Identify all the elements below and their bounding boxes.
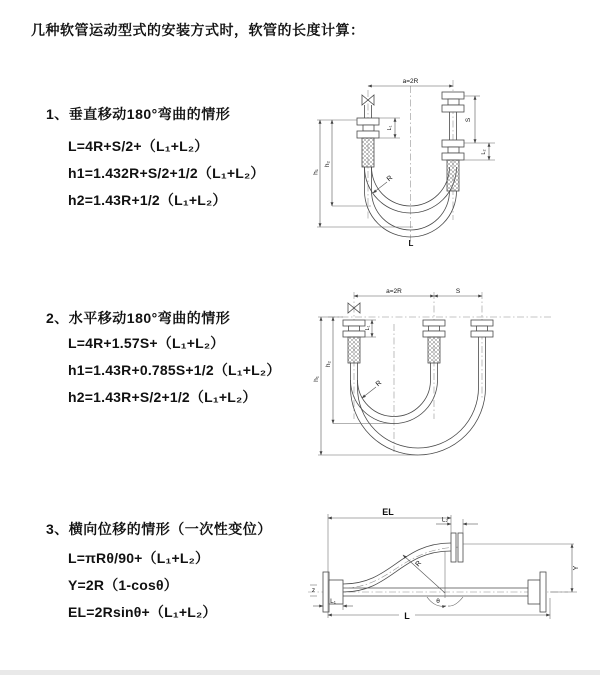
- page-title: 几种软管运动型式的安装方式时，软管的长度计算：: [31, 22, 365, 38]
- right-flange-plate: [442, 140, 464, 147]
- left-flange-plate: [343, 331, 365, 337]
- radius-label: R: [414, 559, 424, 569]
- right-flange-plate: [471, 331, 493, 337]
- dim-label-el: EL: [382, 507, 394, 517]
- diagram-lateral-displacement: [300, 502, 595, 632]
- dim-label-l1: L₁: [365, 325, 371, 331]
- section2-heading: 2、水平移动180°弯曲的情形: [46, 310, 231, 326]
- radius-leader: [403, 555, 445, 593]
- section2-formula-h1: h1=1.43R+0.785S+1/2（L₁+L₂）: [68, 362, 281, 378]
- middle-flange-plate: [423, 331, 445, 337]
- raised-flange-plate: [458, 533, 463, 562]
- angle-arc: [448, 597, 463, 606]
- length-label: L: [408, 239, 414, 248]
- hose-s-curve-outer: [343, 543, 451, 584]
- dim-label-a2r: a=2R: [386, 288, 402, 295]
- radius-label: R: [374, 379, 384, 389]
- left-braid-section: [348, 337, 360, 363]
- hose-u2-outer: [351, 337, 486, 455]
- dim-label-h2: h₂: [324, 160, 331, 168]
- section1-formula-L: L=4R+S/2+（L₁+L₂）: [68, 138, 209, 154]
- left-flange-plate: [343, 320, 365, 326]
- hose-s-curve-inner: [343, 551, 451, 592]
- dim-label-l1: L₁: [330, 598, 336, 605]
- section2-formula-h2: h2=1.43R+S/2+1/2（L₁+L₂）: [68, 389, 257, 405]
- raised-flange-plate: [451, 533, 456, 562]
- section3-formula-L: L=πRθ/90+（L₁+L₂）: [68, 550, 210, 566]
- right-braid-section: [447, 160, 459, 191]
- diagram-vertical-180-bend: [313, 72, 593, 267]
- dim-label-s: S: [455, 288, 461, 295]
- right-flange-hub: [528, 580, 540, 604]
- middle-braid-section: [428, 337, 440, 363]
- radius-label: R: [385, 174, 395, 184]
- dim-label-h1: h₁: [313, 376, 320, 382]
- section1-formula-h1: h1=1.432R+S/2+1/2（L₁+L₂）: [68, 165, 265, 181]
- section3-heading: 3、横向位移的情形（一次性变位）: [46, 521, 272, 537]
- left-flange-plate: [357, 118, 379, 125]
- section2-formula-L: L=4R+1.57S+（L₁+L₂）: [68, 335, 225, 351]
- hose-u2-inner: [358, 337, 479, 448]
- z-mark-label: z: [311, 587, 316, 594]
- scan-edge: [0, 670, 600, 675]
- right-flange-neck: [448, 147, 459, 153]
- left-flange-neck: [349, 326, 360, 331]
- right-flange-plate: [442, 105, 464, 112]
- dim-label-l2: L₂: [441, 516, 449, 524]
- left-braid-section: [362, 138, 374, 167]
- section1-heading: 1、垂直移动180°弯曲的情形: [46, 106, 231, 122]
- section3-formula-EL: EL=2Rsinθ+（L₁+L₂）: [68, 604, 217, 620]
- right-flange-neck: [477, 326, 488, 331]
- left-flange-plate: [357, 131, 379, 138]
- dim-label-l1: L₁: [387, 125, 393, 131]
- diagram-horizontal-180-bend: [312, 284, 595, 469]
- dim-label-l2: L₂: [481, 149, 487, 155]
- right-flange-neck: [448, 99, 459, 105]
- right-flange-plate: [540, 572, 546, 612]
- dim-label-l: L: [404, 611, 410, 621]
- angle-label: θ: [436, 598, 440, 605]
- radius-leader: [362, 387, 376, 398]
- right-flange-plate: [442, 153, 464, 160]
- dim-label-h2: h₂: [325, 360, 332, 368]
- middle-flange-plate: [423, 320, 445, 326]
- dim-label-a2r: a=2R: [402, 78, 419, 85]
- section1-formula-h2: h2=1.43R+1/2（L₁+L₂）: [68, 192, 227, 208]
- right-flange-plate: [471, 320, 493, 326]
- left-flange-neck: [363, 125, 374, 131]
- section3-formula-Y: Y=2R（1-cosθ）: [68, 577, 178, 593]
- middle-flange-neck: [429, 326, 440, 331]
- right-flange-plate: [442, 92, 464, 99]
- dim-label-h1: h₁: [313, 169, 320, 175]
- dim-label-y: Y: [573, 565, 580, 571]
- dim-label-s: S: [465, 117, 472, 123]
